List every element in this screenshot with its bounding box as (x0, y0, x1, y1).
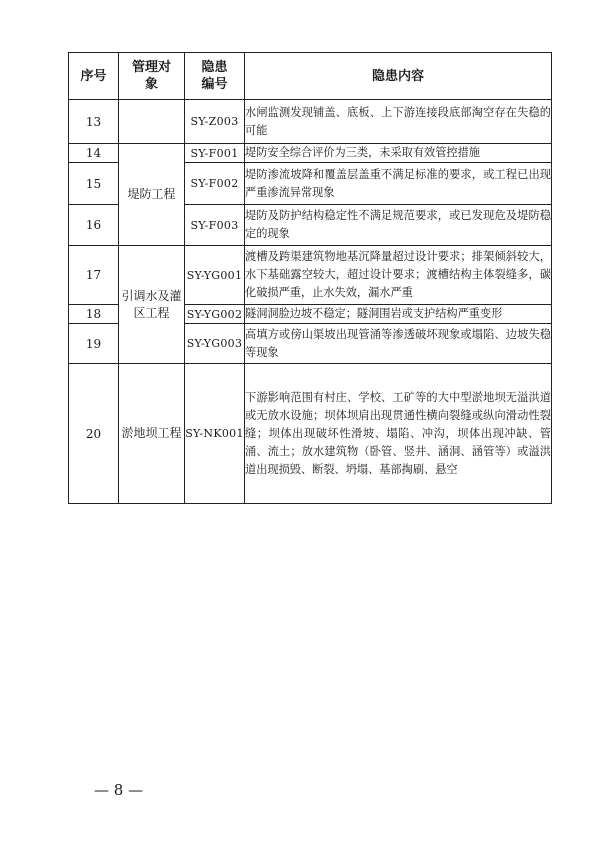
row-content: 隧洞洞脸边坡不稳定；隧洞围岩或支护结构严重变形 (245, 305, 552, 324)
table-row (69, 100, 552, 144)
table-row (69, 144, 552, 163)
row-number: 20 (69, 364, 119, 504)
row-number: 19 (69, 324, 119, 364)
row-code: SY-F003 (185, 205, 245, 246)
row-number: 16 (69, 205, 119, 246)
row-code: SY-F002 (185, 163, 245, 205)
row-object (119, 100, 185, 144)
row-number: 18 (69, 305, 119, 324)
row-content: 堤防安全综合评价为三类，未采取有效管控措施 (245, 144, 552, 163)
row-code: SY-YG001 (185, 246, 245, 305)
row-code: SY-Z003 (185, 100, 245, 144)
row-content: 堤防渗流坡降和覆盖层盖重不满足标准的要求，或工程已出现严重渗流异常现象 (245, 163, 552, 205)
row-number: 13 (69, 100, 119, 144)
row-code: SY-YG002 (185, 305, 245, 324)
row-object: 淤地坝工程 (119, 364, 185, 504)
header-code-text: 隐患编号 (201, 60, 228, 92)
table-header-row (69, 53, 552, 100)
row-content: 渡槽及跨渠建筑物地基沉降量超过设计要求；排架倾斜较大，水下基础露空较大，超过设计要求；渡槽结构主体裂缝多，碳化破损严重，止水失效，漏水严重 (245, 246, 552, 305)
header-object (119, 53, 185, 100)
table-row (69, 364, 552, 504)
header-content: 隐患内容 (245, 53, 552, 100)
row-object: 引调水及灌区工程 (119, 246, 185, 364)
row-number: 15 (69, 163, 119, 205)
header-object-text: 管理对象 (131, 60, 171, 92)
row-object: 堤防工程 (119, 144, 185, 246)
row-number: 14 (69, 144, 119, 163)
row-code: SY-YG003 (185, 324, 245, 364)
hazard-table (68, 52, 552, 504)
row-content: 水闸监测发现铺盖、底板、上下游连接段底部淘空存在失稳的可能 (245, 100, 552, 144)
header-code (185, 53, 245, 100)
row-number: 17 (69, 246, 119, 305)
header-no: 序号 (69, 53, 119, 100)
row-content: 高填方或傍山渠坡出现管涌等渗透破坏现象或塌陷、边坡失稳等现象 (245, 324, 552, 364)
row-code: SY-F001 (185, 144, 245, 163)
row-code: SY-NK001 (185, 364, 245, 504)
table-row (69, 246, 552, 305)
row-content: 下游影响范围有村庄、学校、工矿等的大中型淤地坝无溢洪道或无放水设施；坝体坝肩出现贯通性横向裂缝或纵向滑动性裂缝；坝体出现破坏性滑坡、塌陷、冲沟，坝体出现冲缺、管涌、流土；放水建筑物（卧管、竖井、涵洞、涵管等）或溢洪道出现损毁、断裂、坍塌、基部掏刷、悬空 (245, 364, 552, 504)
row-content: 堤防及防护结构稳定性不满足规范要求，或已发现危及堤防稳定的现象 (245, 205, 552, 246)
page-number: — 8 — (94, 781, 144, 799)
